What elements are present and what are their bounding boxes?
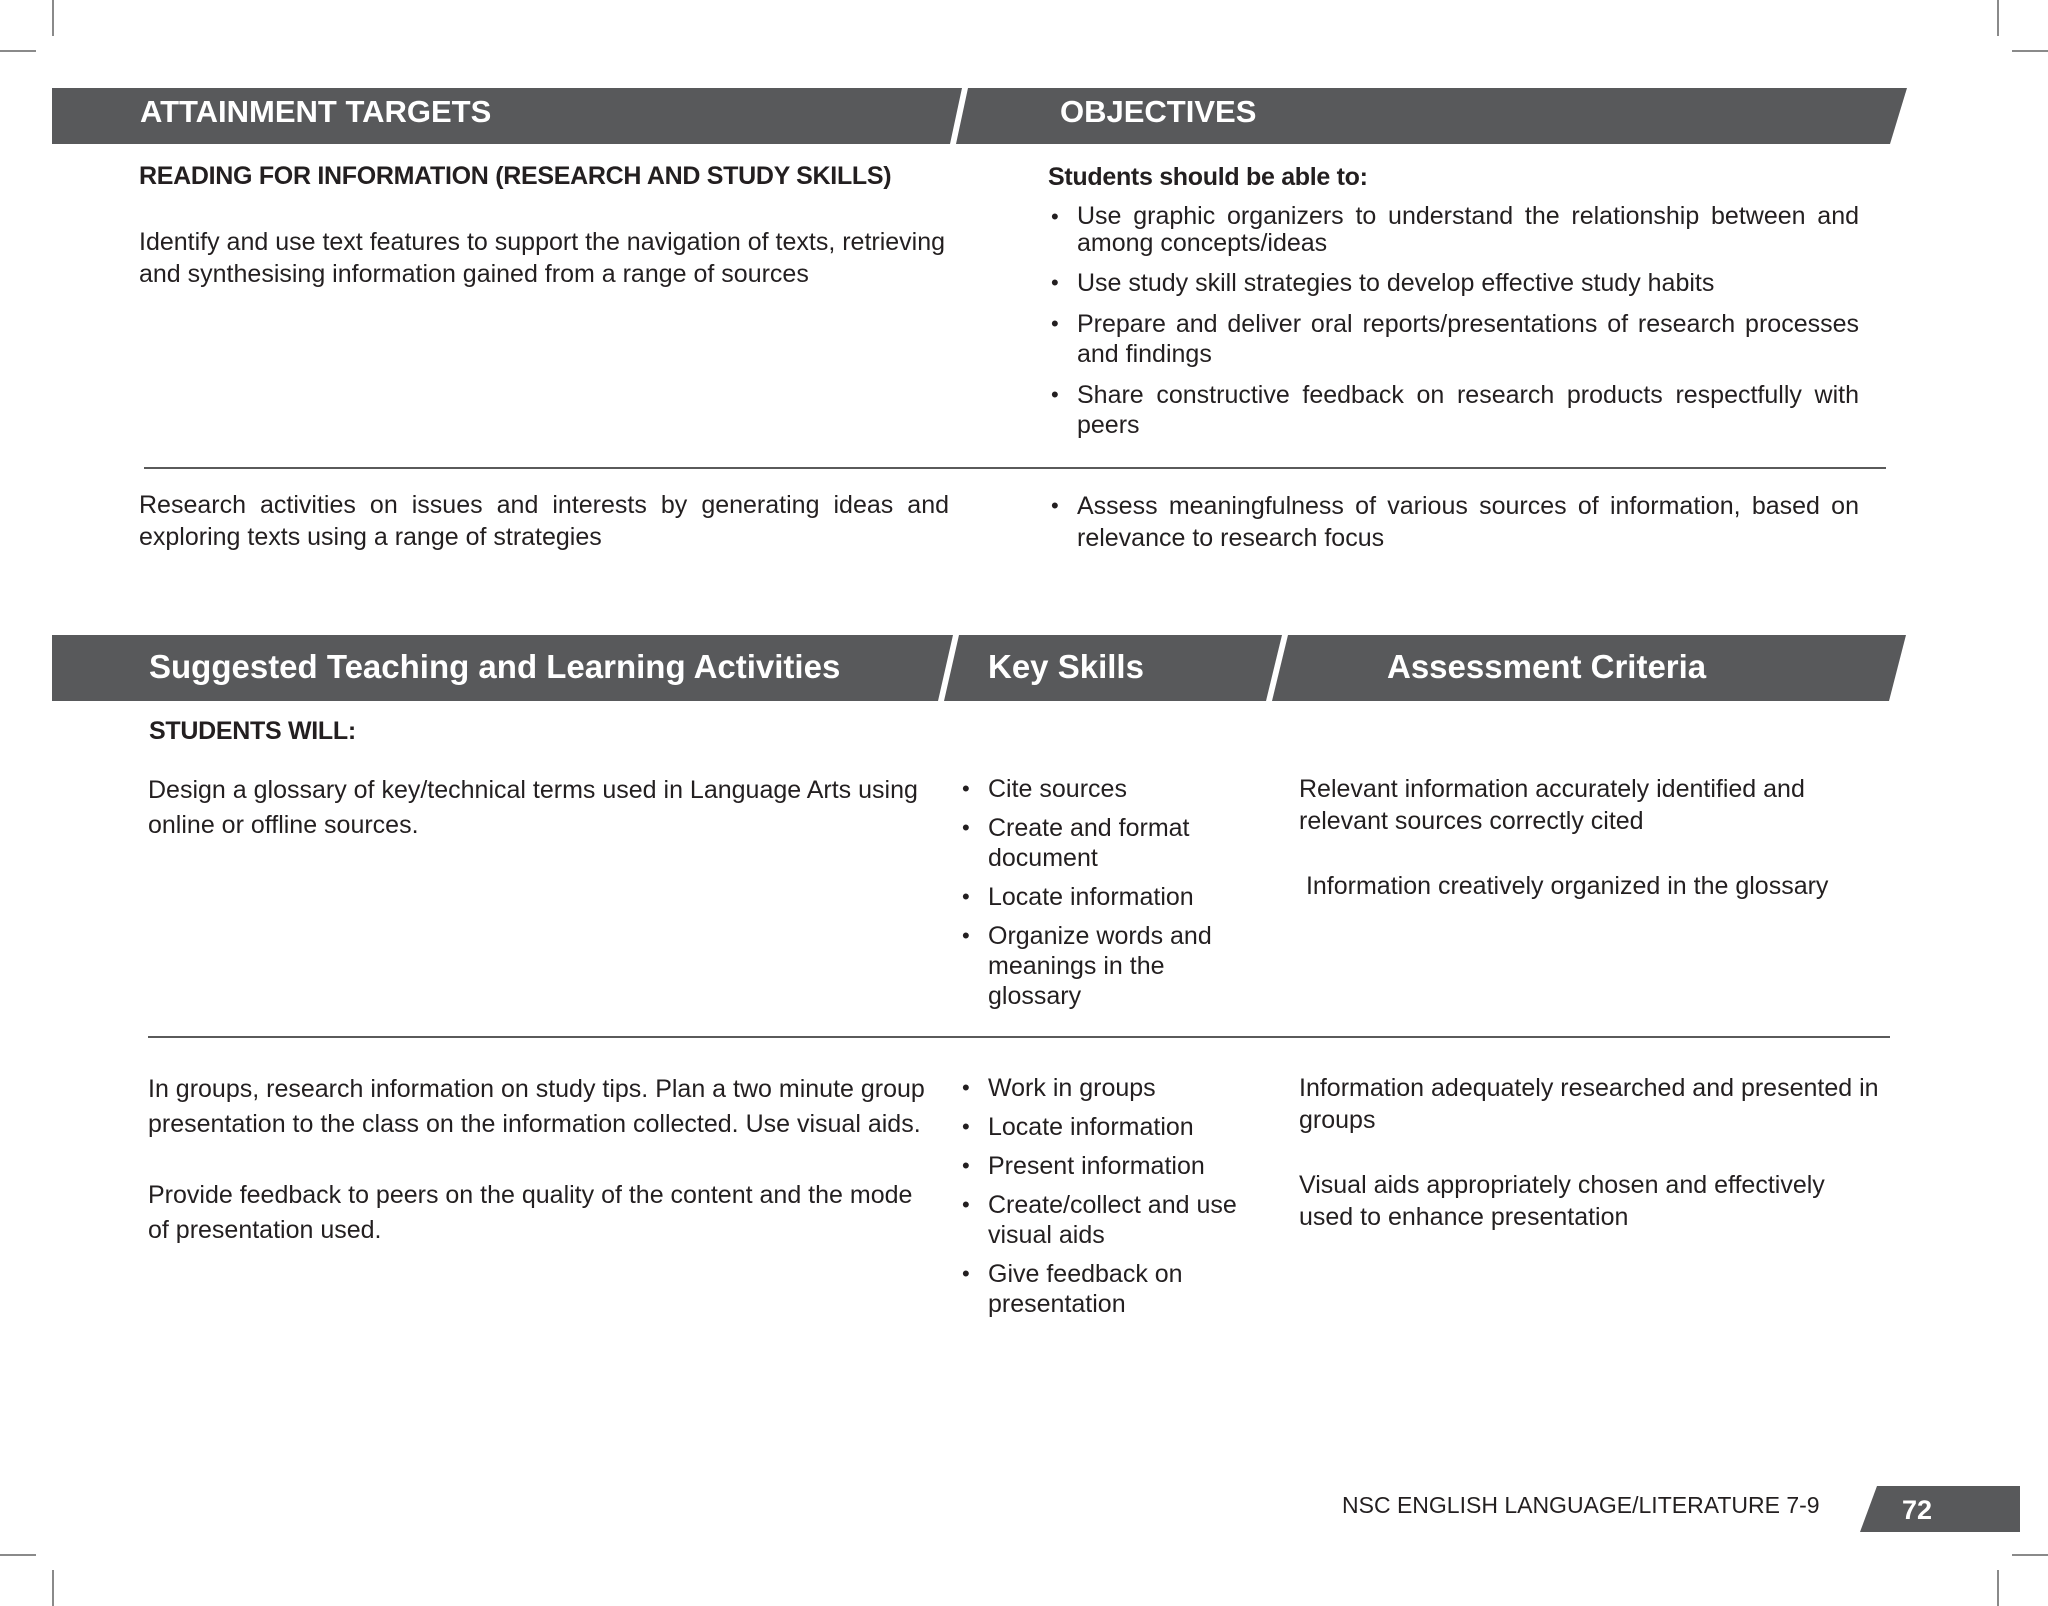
criteria-cell <box>1299 1072 1879 1233</box>
objectives-intro: Students should be able to: <box>1048 163 1368 191</box>
objectives-list <box>1051 203 1859 451</box>
section-heading: READING FOR INFORMATION (RESEARCH AND STUDY SKILLS) <box>139 162 892 190</box>
list-item: • Locate information <box>962 1112 1262 1142</box>
attainment-target: Research activities on issues and interests by generating ideas and exploring texts using a range of strategies <box>139 491 949 551</box>
criteria-text: Information adequately researched and presented in groups <box>1299 1074 1879 1134</box>
criteria-text: Information creatively organized in the glossary <box>1299 872 1829 900</box>
objectives-list <box>1051 490 1859 565</box>
list-item: • Share constructive feedback on research products respectfully with peers <box>1051 380 1859 440</box>
list-item: • Use graphic organizers to understand the relationship between and among concepts/ideas <box>1051 203 1859 257</box>
activity-text: In groups, research information on study tips. Plan a two minute group presentation to the class on the information collected. Use visual aids. <box>148 1075 925 1138</box>
list-item: • Give feedback on presentation <box>962 1259 1262 1319</box>
page-number: 72 <box>1902 1495 1933 1525</box>
criteria-cell <box>1299 773 1859 902</box>
criteria-text: Visual aids appropriately chosen and effectively used to enhance presentation <box>1299 1171 1825 1231</box>
objectives-heading: OBJECTIVES <box>1060 94 1257 129</box>
list-item: • Organize words and meanings in the glossary <box>962 921 1262 1011</box>
attainment-targets-heading: ATTAINMENT TARGETS <box>140 94 492 129</box>
list-item: • Prepare and deliver oral reports/presentations of research processes and findings <box>1051 309 1859 369</box>
key-skills-heading: Key Skills <box>988 648 1144 685</box>
list-item: • Work in groups <box>962 1073 1262 1103</box>
crop-mark <box>1997 1570 1999 1606</box>
row-divider <box>148 1036 1890 1038</box>
list-item: • Cite sources <box>962 774 1262 804</box>
row-divider <box>144 467 1886 469</box>
footer-title: NSC ENGLISH LANGUAGE/LITERATURE 7-9 <box>1342 1492 1820 1518</box>
activities-heading: Suggested Teaching and Learning Activities <box>149 648 841 685</box>
crop-mark <box>0 1554 36 1556</box>
list-item: • Create and format document <box>962 813 1262 873</box>
list-item: • Locate information <box>962 882 1262 912</box>
criteria-text: Relevant information accurately identified and relevant sources correctly cited <box>1299 775 1805 835</box>
crop-mark <box>2012 1554 2048 1556</box>
attainment-target: Identify and use text features to support the navigation of texts, retrieving and synthesising information gained from a range of sources <box>139 228 946 288</box>
activities-cell <box>148 773 938 843</box>
key-skills-list <box>962 774 1262 1020</box>
list-item: • Assess meaningfulness of various sources of information, based on relevance to research focus <box>1051 490 1859 554</box>
activities-cell <box>148 1072 940 1248</box>
key-skills-list <box>962 1073 1262 1328</box>
activity-text: Design a glossary of key/technical terms used in Language Arts using online or offline sources. <box>148 776 918 839</box>
list-item: • Use study skill strategies to develop effective study habits <box>1051 268 1859 298</box>
page-number-tab <box>1860 1486 2020 1536</box>
crop-mark <box>52 1570 54 1606</box>
list-item: • Present information <box>962 1151 1262 1181</box>
activity-text: Provide feedback to peers on the quality of the content and the mode of presentation used. <box>148 1181 913 1244</box>
list-item: • Create/collect and use visual aids <box>962 1190 1262 1250</box>
assessment-criteria-heading: Assessment Criteria <box>1387 648 1707 685</box>
students-will-label: STUDENTS WILL: <box>149 717 356 745</box>
